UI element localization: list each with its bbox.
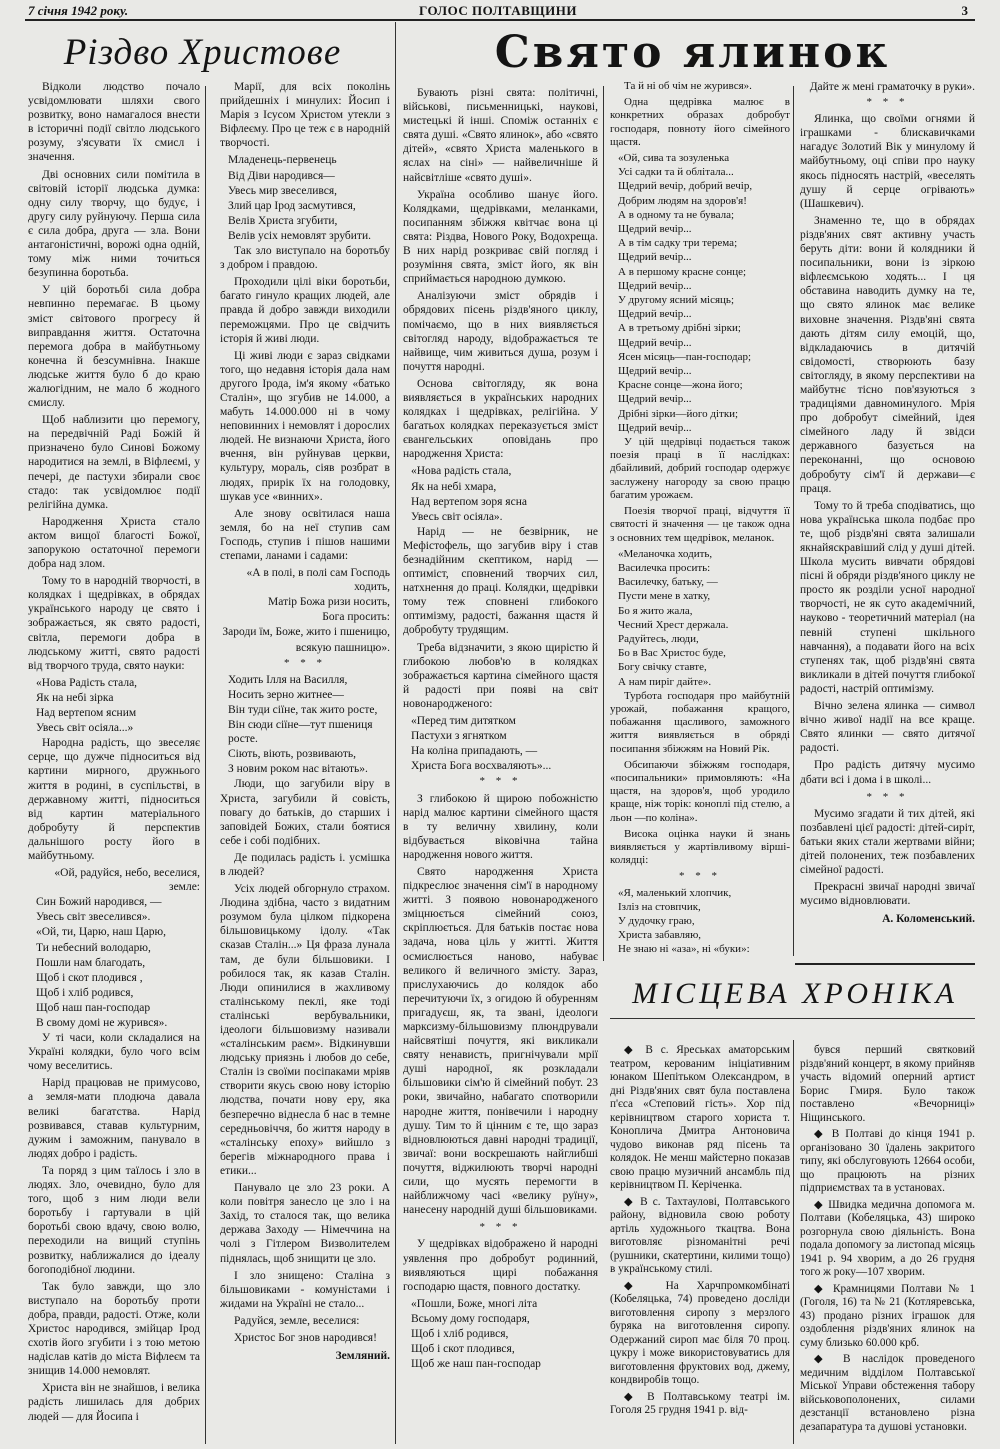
verse-line: «А в полі, в полі сам Господь ходить, (246, 567, 390, 594)
article2-column-3 (800, 80, 975, 960)
paragraph: Так було завжди, що зло виступало на боротьбу проти добра, правди, радості. Отже, коли Христос народився, змійцар Ірод схотів його згубити і з тою метою надіслав катів до міста Віфлеєм та знищив 14.000 немовлят. (28, 1280, 200, 1378)
verse-line: Бо я жито жала, (618, 604, 693, 617)
paragraph: ◆ Крамницями Полтави № 1 (Гоголя, 16) та № 21 (Котляревська, 43) продано різних іграшок для оздоблення різдв'яних ялинок на суму близько 60.000 крб. (800, 1282, 975, 1349)
paragraph: Де подилась радість і. усмішка в людей? (220, 851, 390, 878)
verse-line: Христа забавляю, (618, 929, 702, 942)
paragraph: Щоб наблизити цю перемогу, на передвічній Раді Божій й призначено було Синові Божому народитися на землі, в Віфлеємі, у печері, де пастухи збирали своє стадо: так усвідомлює події релігійна думка. (28, 414, 200, 511)
section-stars: * * * (679, 870, 721, 883)
verse-line: Він туди сіїне, так жито росте, (228, 703, 378, 716)
verse-line: Щедрий вечір... (618, 336, 692, 349)
paragraph: Та поряд з цим таїлось і зло в людях. Зло, очевидно, було для того, щоб з ним люди вели боротьбу і гартували в цій боротьбі свою вдачу, свою волю, переходили на вищий ступінь розвитку, наближалися до ідеалу богоподібної людини. (28, 1164, 200, 1276)
paragraph: Проходили цілі віки боротьби, багато гинуло кращих людей, але правда й добро завжди виходили переможцями. Про це свідчить історія й живі люди. (220, 276, 390, 345)
verse-line: Добрим людям на здоров'я! (618, 194, 747, 207)
verse-line: Ясен місяць—пан-господар; (618, 350, 752, 363)
paragraph: ◆ На Харчпромкомбінаті (Кобеляцька, 74) проведено досліди виготовлення сиропу з мерзлого буряка на виготовлення сиропу. Одержаний сироп має біля 70 проц. цукру і може використовуватись для виготовлення фруктових вод, джему, кондвиробів тощо. (610, 1279, 790, 1386)
verse-line: Злий цар Ірод засмутився, (228, 199, 356, 212)
paragraph: Нарід працював не примусово, а земля-мати плодюча давала великі багатства. Нарід розвивався, ставав культурним, дужим і заможним, панувало в людях добро і радість. (28, 1077, 200, 1160)
verse-line: Щоб і скот плодився, (411, 1343, 515, 1356)
paragraph: Прекрасні звичаї народні звичаї мусимо відновлювати. (800, 881, 975, 908)
paragraph: Так зло виступало на боротьбу з добром і правдою. (220, 245, 390, 272)
paragraph: Мусимо згадати й тих дітей, які позбавлені цієї радості: дітей-сиріт, батьки яких стали жертвами війни; дітей полонених, теж позбавлених сімейної радості. (800, 807, 975, 877)
verse-line: Ізліз на стовпчик, (618, 900, 701, 913)
verse-line: Матір Божа ризи носить, (268, 596, 390, 609)
verse-line: «Меланочка ходить, (618, 547, 713, 560)
verse-line: «Ой, ти, Царю, наш Царю, (36, 926, 167, 939)
verse-line: Увесь світ звеселився». (36, 911, 151, 924)
paragraph: Ялинка, що своїми огнями й іграшками - блискавичками нагадує Золотий Вік у минулому й майбутньому, оці співи про науку якось підносять настрій, «веселять душу й серце огрівають» (Шашкевич). (800, 113, 975, 210)
verse-line: Щоб і хліб родився, (411, 1327, 509, 1340)
verse-line: Усі садки та й облітала... (618, 166, 734, 179)
chronicle-column-2 (800, 1044, 975, 1445)
paragraph: Народна радість, що звеселяє серце, що дужче підноситься від картини мирного, дружнього життя в родині, в суспільстві, в державному житті, підноситься від картин матеріального добробуту й перспектив дальнішого росту його в майбутньому. (28, 737, 200, 862)
section-stars: * * * (284, 656, 326, 669)
paragraph: Поезія творчої праці, відчуття її святості й значення — це також одна з основних тем щедрівок, меланок. (610, 505, 790, 544)
verse-line: Щедрий вечір, добрий вечір, (618, 180, 753, 193)
verse-line: «Перед тим дитятком (411, 715, 516, 728)
section-stars: * * * (866, 96, 909, 109)
paragraph: Народження Христа стало актом вищої благості Божої, запорукою остаточної перемоги добра над злом. (28, 515, 200, 571)
paragraph: бувся перший святковий різдв'яний концерт, в якому прийняв участь відомий оперний артист Борис Гмиря. Було також поставлено «Вечорниці» Ніщинського. (800, 1044, 975, 1124)
paragraph: Одна щедрівка малює в конкретних образах добробут господаря, повноту його сімейного щастя. (610, 96, 790, 148)
verse-line: Носить зерно житнее— (228, 688, 344, 701)
verse-line: Щоб наш пан-господар (36, 1001, 151, 1014)
verse-line: У другому ясний місяць; (618, 294, 734, 307)
verse-line: Щедрий вечір... (618, 421, 692, 434)
paragraph: Та й ні об чім не журився». (624, 80, 752, 92)
paragraph: ◆ В Полтавському театрі ім. Гоголя 25 грудня 1941 р. від- (610, 1390, 790, 1416)
verse-line: А нам пиріг дайте». (618, 675, 712, 688)
section-stars: * * * (479, 775, 522, 788)
verse-line: Щедрий вечір... (618, 365, 692, 378)
verse-line: А в першому красне сонце; (618, 265, 747, 278)
paragraph: ◆ В Полтаві до кінця 1941 р. організовано 30 їдалень закритого типу, які обслуговують 12664 особи, що працюють на різних підприємствах та в установах. (800, 1128, 975, 1194)
article1-column-1 (28, 80, 200, 1445)
page-number: 3 (961, 3, 968, 18)
column-divider (603, 86, 604, 961)
verse-line: Щедрий вечір... (618, 308, 692, 321)
verse-line: На коліна припадають, — (411, 745, 538, 758)
verse-line: Бога просить: (322, 611, 390, 624)
paragraph: Аналізуючи зміст обрядів і обрядових пісень різдв'яного циклу, помічаємо, що в них виявляється світогляд народу, відображається те найвище, чим живиться душа, розум і почуття народні. (403, 290, 598, 373)
column-divider (793, 1040, 794, 1444)
verse-line: Над вертепом ясним (36, 707, 137, 720)
paragraph: Радуйся, земле, веселися: (234, 1314, 360, 1327)
paragraph: Бувають різні свята: політичні, військові, письменницькі, наукові, мистецькі й інші. Споміж останніх є свята душі. «Свято ялинок», або «свято дітей», «свято Христа маленького в яслах на сіні» — найвеличніше й найсвітліше «свято душі». (403, 87, 598, 184)
verse-line: Зароди їм, Боже, жито і пшеницю, (222, 626, 390, 639)
paragraph: У ті часи, коли складалися на Україні колядки, було чого всім чому веселитись. (28, 1032, 200, 1073)
verse-line: Увесь мир звеселився, (228, 184, 338, 197)
verse-line: Увесь світ осіяла». (411, 510, 503, 523)
paragraph: Турбота господаря про майбутній урожай, побажання кращого, побажання щасливого, заможного життя виявляється в обряді посипання збіжжям на Новий Рік. (610, 689, 790, 755)
paragraph: З глибокою й щирою побожністю нарід малює картини сімейного щастя в ту величну хвилину, коли відбувається віковічна тайна народження нового життя. (403, 792, 598, 861)
paragraph: Дві основних сили помітила в світовій історії людська думка: одну силу творчу, що будує, і другу силу руйнуючу. Перша сила є сила добра, друга — зла. Вони антагоністичні, ворожі одна одній, тому між ними точиться безупинна боротьба. (28, 168, 200, 280)
verse-line: Сіють, віють, розвивають, (228, 748, 357, 761)
verse-line: Щедрий вечір... (618, 251, 692, 264)
article-title-rizdvo: Різдво Христове (63, 32, 342, 73)
verse-line: «Ой, радуйся, небо, веселися, земле: (54, 867, 200, 894)
paragraph: Обсипаючи збіжжям господаря, «посипальники» примовляють: «На щастя, на здоров'я, щоб уродило краще, ніж торік: коноплі під стелю, а льон —по коліна». (610, 758, 790, 824)
paragraph: Христа він не знайшов, і велика радість лишилась для добрих людей — для Йосипа і (28, 1382, 200, 1423)
paragraph: Україна особливо шанує його. Колядками, щедрівками, меланками, посипанням збіжжя квітчає вона ці свята: Різдва, Нового Року, Водохреща. В них нарід розкриває свій погляд і розуміння свята, зміст його, як він сприймається народною думкою. (403, 188, 598, 286)
verse-line: Щедрий вечір... (618, 279, 692, 292)
article2-column-2 (610, 80, 790, 960)
paragraph: Нарід — не безвірник, не Мефістофель, що загубив віру і став безнадійним скептиком, нарід — оптиміст, сповнений творчих сил, натхнення до праці. Колядки, щедрівки тому теж сповнені глибокого оптимізму, радості, бажання щастя й добробуту трудящим. (403, 525, 598, 637)
paragraph: І зло знищено: Сталіна з більшовиками - комуністами і жидами на Україні не стало... (220, 1269, 390, 1310)
verse-line: Дрібні зірки—його дітки; (618, 407, 739, 420)
paragraph: Про радість дитячу мусимо дбати всі і дома і в школі... (800, 759, 975, 786)
verse-line: Над вертепом зоря ясна (411, 495, 527, 508)
section-rule (610, 1018, 975, 1019)
paragraph: У цій щедрівці подається також поезія праці в її наслідках: дбайливий, добрий господар одержує заслужену нагороду за свою працю багатим урожаєм. (610, 436, 790, 501)
paragraph: Усіх людей обгорнуло страхом. Людина здібна, часто з видатним розумом була цілком підкорена більшовицькому ідолу. «Так сказав Сталін...» Ця фраза лунала там, де були більшовики. І робилося так, як казав Сталін. Люди опинилися в жахливому сталінському пеклі, яке тоді сталінські вербувальники, ідеологи більшовизму називали «сталінським раєм». Відкинувши людську приязнь і любов до себе, Сталін із своїми посіпаками мріяв створити якусь свою нову історію людства, почати нову еру, яка безперечно віднесла б нас в темне середньовіччя, бо життя народу в «сталінську епоху» вийшло з берегів міжнародного права і етики... (220, 883, 390, 1177)
section-stars: * * * (866, 790, 909, 803)
page-header (28, 3, 968, 19)
verse-line: Велів Христа згубити, (228, 214, 338, 227)
verse-line: Бо в Вас Христос буде, (618, 647, 726, 660)
verse-line: Не знаю ні «аза», ні «буки»: (618, 943, 750, 956)
verse-line: Син Божий народився, — (36, 896, 162, 909)
verse-line: Красне сонце—жона його; (618, 379, 743, 392)
paragraph: ◆ В с. Яреськах аматорським театром, керованим ініціативним юнаком Шепітьком Олександром, в дні Різдв'яних свят була поставлена п'єса «Степовий гість». Хор під керівництвом старого хориста т. Коноплича Дмитра Антоновича чудово виконав ряд пісень та колядок. Не менш майстерно показав свою працю музичний ансамбль під керівництвом П. Керіченка. (610, 1044, 790, 1191)
article1-column-2 (220, 80, 390, 1445)
column-divider (793, 86, 794, 956)
verse-line: Ходить Ілля на Василля, (228, 673, 348, 686)
verse-line: Щоб і скот плодився , (36, 971, 143, 984)
paragraph: Але знову освітилася наша земля, бо на неї ступив сам Господь, ступив і пішов нашими степами, ланами і садами: (220, 507, 390, 562)
paragraph: Свято народження Христа підкреслює значення сім'ї в народному житті. З появою новонародженого зміцнюється сімейний союз, скріплюється. Для батьків постає нова задача, нова ціль у житті. Життя осмислюється наново, набуває великого й величного змісту. Зараз, прислухаючись до колядок або перечитуючи їх, з огидою й обуренням пригадуєш, як, та звані, ідеологи марксизму-більшовизму плюндрували найсвятіші почуття, які викликали святу ненависть, пригнічували мрії душі народної, як розкладали більшовики сім'ю й сімейний побут. 23 роки, звичайно, набагато спотворили народне життя, понівечили і народну душу. Тим то й цінним є те, що зараз відновлюються давні народні традиції, звичаї: вони воскрешають найглибші почуття, віджилюють творчі народні сили, що мусять перемогти в найближчому часі «велику руїну», нанесену народній душі більшовиками. (403, 865, 598, 1217)
verse-line: «Нова радість стала, (411, 465, 512, 478)
paragraph: Треба відзначити, з якою щирістю й глибокою любов'ю в колядках зображається картина сімейного щастя й радості при появі на світ новонародженого: (403, 641, 598, 710)
verse-line: Христа Бога восхваляють»... (411, 760, 552, 773)
paragraph: Панувало це зло 23 роки. А коли повітря занесло це зло і на Захід, то сталося так, що велика держава Заходу — Німеччина на чолі з Гітлером Визволителем піднялась, щоб знищити це зло. (220, 1182, 390, 1265)
verse-line: Щедрий вечір... (618, 223, 692, 236)
newspaper-masthead: ГОЛОС ПОЛТАВЩИНИ (419, 3, 577, 18)
verse-line: Як на небі зірка (36, 691, 114, 704)
verse-line: Радуйтесь, люди, (618, 632, 699, 645)
paragraph: Христос Бог знов народився! (234, 1331, 377, 1344)
column-divider (395, 22, 396, 1444)
verse-line: «Ой, сива та зозуленька (618, 152, 730, 165)
verse-line: Увесь світ осіяла...» (36, 722, 134, 735)
verse-line: А в третьому дрібні зірки; (618, 322, 741, 335)
verse-line: Всьому дому господаря, (411, 1312, 530, 1325)
paragraph: Вічно зелена ялинка — символ вічно живої надії на все краще. Свято ялинки — свято дитячої радості. (800, 700, 975, 755)
verse-line: З новим роком нас вітають». (228, 763, 368, 776)
column-divider (205, 86, 206, 1444)
paragraph: Знаменно те, що в обрядах різдв'яних свят активну участь беруть діти: вони й колядники й посипальники, вони із зіркою віфлеємською ходять... І ця обставина наводить думку на те, що свято ялинок має велике виховне значення. Різдв'яні свята дають дітям силу емоцій, що, відкладаючись в дитячій свідомості, створюють базу світогляду, в якому перспективи на майбутнє тісно пов'язуються з традиціями давноминулого. Мрія про добробут сімейний, ідея сімейного ладу й звідси державного базується на переконанні, що основою добробуту сім'ї й держави—є праця. (800, 214, 975, 495)
header-rule (25, 19, 975, 21)
verse-line: Василечку, батьку, — (618, 576, 718, 589)
verse-line: Богу свічку ставте, (618, 661, 707, 674)
verse-line: А в одному та не бувала; (618, 208, 735, 221)
paragraph: Основа світогляду, як вона виявляється в українських народних колядках і щедрівках, релігійна. У багатьох колядках переказується зміст євангельських оповідань про народження Христа: (403, 377, 598, 461)
paragraph: Тому то в народній творчості, в колядках і щедрівках, в обрядах українського народу це свято і зображається, як свято радості, світла, перемоги добра в людському житті, свято радості від творчого труда, свято науки: (28, 575, 200, 672)
paragraph: Відколи людство почало усвідомлювати шляхи свого розвитку, воно намагалося внести в історичні події світло людського розуму, з'ясувати їх смисл і значення. (28, 81, 200, 164)
verse-line: А в тім садку три терема; (618, 237, 738, 250)
verse-line: Младенець-первенець (228, 154, 337, 167)
section-stars: * * * (479, 1221, 522, 1234)
verse-line: «Пошли, Боже, многі літа (411, 1297, 538, 1310)
verse-line: всякую пашницю». (295, 641, 390, 654)
paragraph: ◆ В с. Тахтаулові, Полтавського району, відновила свою роботу артіль художнього ткацтва. Вона виготовляє різноманітні речі (рушники, скатертини, килими тощо) в українському стилі. (610, 1195, 790, 1275)
verse-line: Пастухи з ягнятком (411, 730, 507, 743)
article-title-svyato-yalynok: Свято ялинок (494, 27, 891, 78)
author-signature: Земляний. (335, 1350, 390, 1363)
verse-line: Василечка просить: (618, 561, 711, 574)
paragraph: Марії, для всіх поколінь прийдешніх і минулих: Йосип і Марія з Ісусом Христом утекли з Віфлеєму. Про це теж є в народній творчості. (220, 81, 390, 150)
verse-line: Пусти мене в хатку, (618, 590, 711, 603)
verse-line: Чесний Хрест держала. (618, 618, 729, 631)
chronicle-title: МІСЦЕВА ХРОНІКА (632, 977, 958, 1010)
paragraph: Люди, що загубили віру в Христа, загубили й совість, повагу до батьків, до старших і заповідей Божих, стали боятися себе і собі подібних. (220, 778, 390, 847)
paragraph: Тому то й треба сподіватись, що нова українська школа подбає про те, щоб різдв'яні свята залишали якнайяскравіший слід у душі дітей. Школа мусить вивчати обрядові пісні й обряди різдв'яного циклу не просто як розділи усної народної творчості, не як суто академічний, науково - теоретичний матеріал (на певній ступені шкільного навчання), а подавати його на всіх ступенях так, щоб різдв'яні свята викликали в дітей почуття глибокої радості, настрій оптимізму. (800, 499, 975, 695)
verse-line: Щоб же наш пан-господар (411, 1358, 541, 1371)
chronicle-column-1 (610, 1044, 790, 1445)
verse-line: У дудочку граю, (618, 914, 695, 927)
paragraph: У щедрівках відображено й народні уявлення про добробут родинний, виявляються щирі побажання господарю щастя, повного достатку. (403, 1238, 598, 1293)
verse-line: Пошли нам благодать, (36, 956, 146, 969)
verse-line: Щедрий вечір... (618, 393, 692, 406)
paragraph: ◆ Швидка медична допомога м. Полтави (Кобеляцька, 43) широко розгорнула свою діяльність. Вона подала допомогу за листопад місяць 1941 р. 94 хворим, а до 26 грудня того ж року—107 хворим. (800, 1198, 975, 1278)
paragraph: ◆ В наслідок проведеного медичним відділом Полтавської Міської Управи обстеження табору військовополонених, силами дезстанції встановлено різна дезапаратура та душові установки. (800, 1353, 975, 1433)
verse-line: Він сюди сіїне—тут пшениця росте. (228, 719, 373, 746)
verse-line: «Нова Радість стала, (36, 676, 138, 689)
verse-line: «Я, маленький хлопчик, (618, 886, 732, 899)
verse-line: В свому домі не журився». (36, 1017, 168, 1029)
verse-line: Від Діви народився— (228, 169, 335, 182)
verse-line: Велів усіх немовлят зрубити. (228, 229, 371, 242)
verse-line: Щоб і хліб родився, (36, 986, 134, 999)
issue-date: 7 січня 1942 року. (28, 3, 129, 18)
author-signature: А. Коломенський. (882, 913, 975, 926)
verse-line: Дайте ж мені граматочку в руки». (809, 81, 975, 93)
paragraph: Висока оцінка науки й знань виявляється у жартівливому вірші-колядці: (610, 827, 790, 867)
verse-line: Як на небі хмара, (411, 480, 497, 493)
article2-column-1 (403, 86, 598, 1445)
paragraph: Ці живі люди є зараз свідками того, що недавня історія дала нам другого Ірода, ім'я якому «батько Сталін», що згубив не 14.000, а мабуть 14.000.000 ні в чому неповинних і немовлят і дорослих людей. Не визнаючи Христа, його вчення, він руйнував церкви, культуру, мораль, сіяв розбрат в людях, прирік їх на голодовку, шукав усе «винних». (220, 349, 390, 503)
paragraph: У цій боротьбі сила добра невпинно перемагає. В цьому зміст світового прогресу й виправдання життя. Остаточна перемога добра в майбутньому конечна й безсумнівна. Інакше людське життя було б до краю жалюгідним, не мало б жодного смислу. (28, 284, 200, 410)
verse-line: Ти небесний володарю, (36, 941, 151, 954)
section-rule (795, 963, 975, 965)
